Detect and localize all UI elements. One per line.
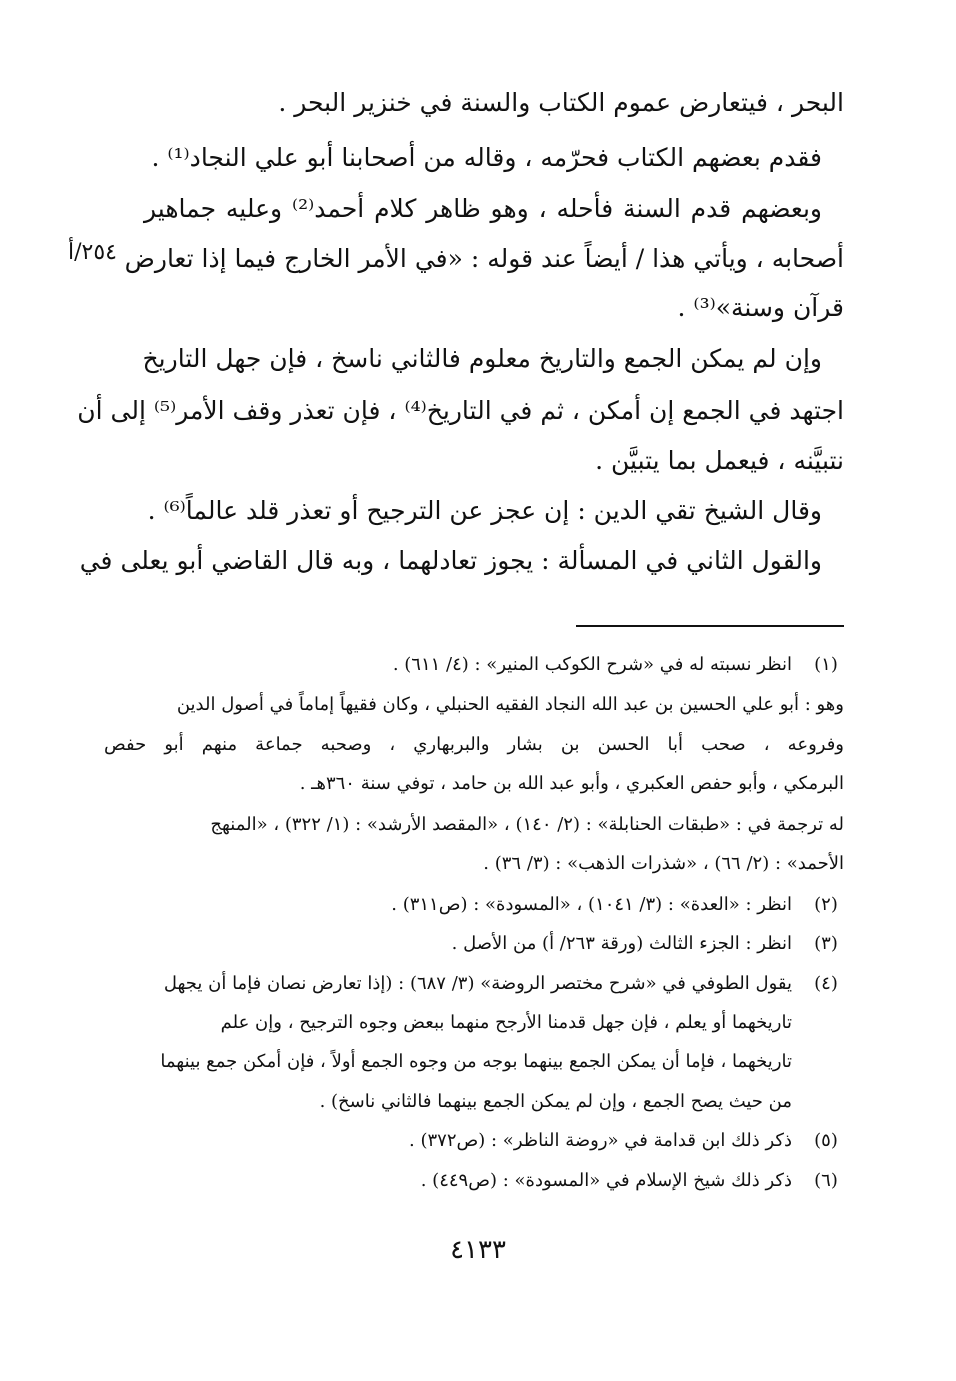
footnote-text: وفروعه ، صحب أبا الحسن بن بشار والبربهاري ، وصحبه جماعة منهم أبو حفص [104, 734, 844, 755]
main-line-6: وإن لم يمكن الجمع والتاريخ معلوم فالثاني ناسخ ، فإن جهل التاريخ [142, 344, 822, 373]
main-line-2: فقدم بعضهم الكتاب فحرّمه ، وقاله من أصحابنا أبو علي النجاد⁽¹⁾ . [151, 143, 822, 172]
main-line-4: أصحابه ، ويأتي هذا / أيضاً عند قوله : «في الأمر الخارج فيما إذا تعارض [124, 244, 844, 273]
main-line-9: وقال الشيخ تقي الدين : إن عجز عن الترجيح أو تعذر قلد عالماً⁽⁶⁾ . [147, 496, 822, 525]
footnote-number: (١) [814, 654, 838, 675]
footnote-text: تاريخهما ، فإما أن يمكن الجمع بينهما بوجه من وجوه الجمع أولاً ، فإن أمكن جمع بينهما [160, 1051, 792, 1072]
main-line-5: قرآن وسنة»⁽³⁾ . [677, 293, 844, 322]
margin-folio-reference: ٢٥٤/أ [68, 240, 117, 265]
footnote-text: من حيث يصح الجمع ، وإن لم يمكن الجمع بينهما فالثاني ناسخ) . [319, 1091, 792, 1112]
main-line-8: نتبيَّنه ، فيعمل بما يتبيَّن . [595, 446, 844, 475]
footnote-text: وهو : أبو علي الحسين بن عبد الله النجاد الفقيه الحنبلي ، وكان فقيهاً إماماً في أصول الدين [176, 694, 844, 715]
footnote-number: (٣) [814, 933, 838, 954]
footnote-separator [576, 625, 844, 627]
footnote-number: (٤) [814, 973, 838, 994]
footnote-text: البرمكي ، وأبو حفص العكبري ، وأبو عبد الله بن حامد ، توفي سنة ٣٦٠هـ . [299, 773, 844, 794]
footnote-text: انظر : الجزء الثالث (ورقة ٢٦٣/ أ) من الأصل . [451, 933, 792, 954]
footnote-number: (٦) [814, 1170, 838, 1191]
footnote-text: ذكر ذلك ابن قدامة في «روضة الناظر» : (ص٣٧٢) . [409, 1130, 792, 1151]
footnote-text: له ترجمة في : «طبقات الحنابلة» : (٢/ ١٤٠) ، «المقصد الأرشد» : (١/ ٣٢٢) ، «المنهج [210, 814, 844, 835]
footnote-text: يقول الطوفي في «شرح مختصر الروضة» (٣/ ٦٨٧) : (إذا تعارض نصان فإما أن يجهل [163, 973, 792, 994]
footnote-text: انظر نسبته له في «شرح الكوكب المنير» : (٤/ ٦١١) . [392, 654, 792, 675]
footnotes [104, 650, 844, 1210]
footnote-text: انظر : «العدة» : (٣/ ١٠٤١) ، «المسودة» : (ص٣١١) . [391, 894, 792, 915]
footnote-text: ذكر ذلك شيخ الإسلام في «المسودة» : (ص٤٤٩) . [420, 1170, 792, 1191]
footnote-text: الأحمد» : (٢/ ٦٦) ، «شذرات الذهب» : (٣/ ٣٦) . [483, 853, 844, 874]
footnote-text: تاريخهما أو يعلم ، فإن جهل قدمنا الأرجح منهما ببعض وجوه الترجيح ، وإن علم [220, 1012, 792, 1033]
main-line-1: البحر ، فيتعارض عموم الكتاب والسنة في خنزير البحر . [278, 88, 844, 117]
footnote-number: (٥) [814, 1130, 838, 1151]
main-line-7: اجتهد في الجمع إن أمكن ، ثم في التاريخ⁽⁴⁾ ، فإن تعذر وقف الأمر⁽⁵⁾ إلى أن [77, 396, 844, 425]
main-line-3: وبعضهم قدم السنة فأحله ، وهو ظاهر كلام أحمد⁽²⁾ وعليه جماهير [144, 194, 823, 223]
footnote-number: (٢) [814, 894, 838, 915]
page-number: ٤١٣٣ [450, 1235, 506, 1265]
main-line-10: والقول الثاني في المسألة : يجوز تعادلهما ، وبه قال القاضي أبو يعلى في [79, 546, 822, 575]
